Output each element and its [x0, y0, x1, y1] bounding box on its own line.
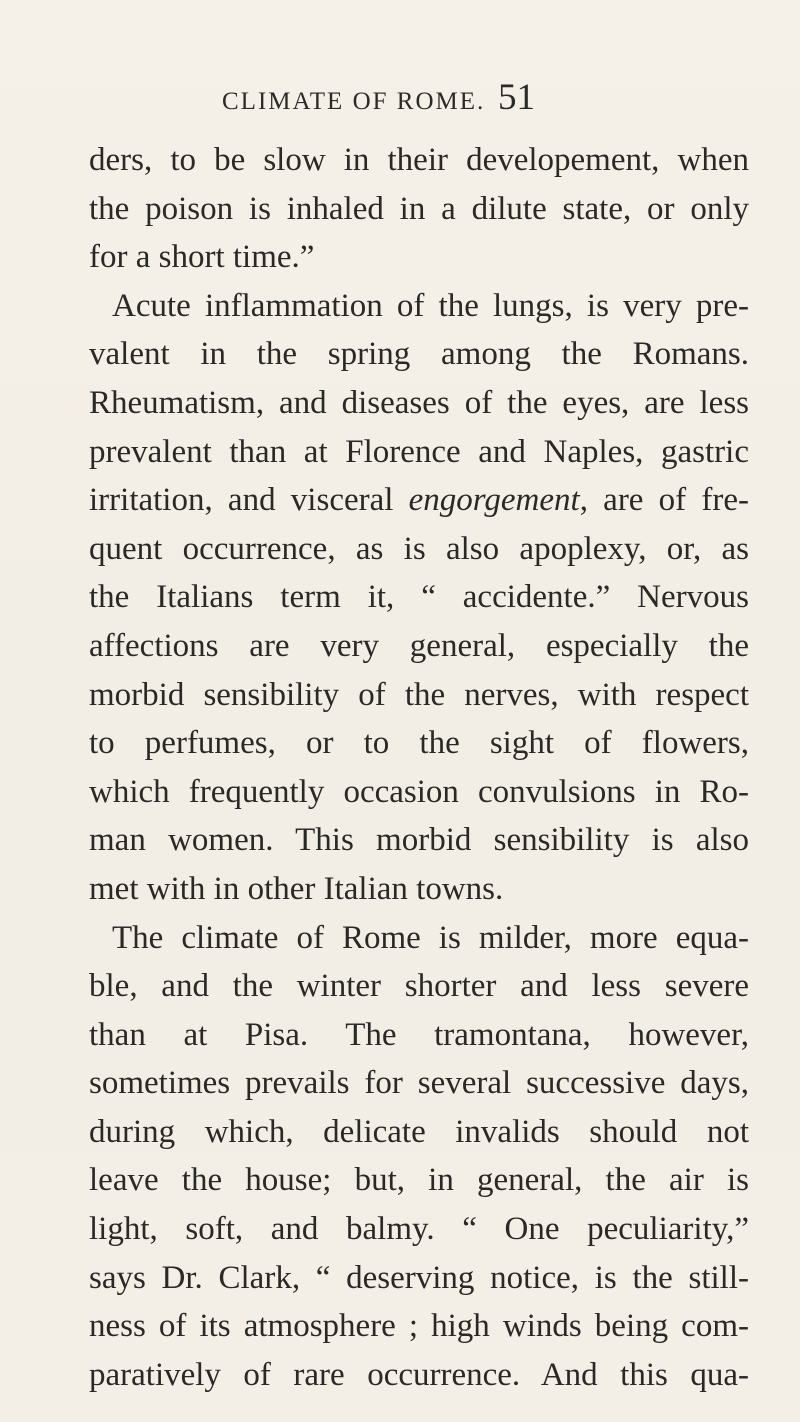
text-line: for a short time.” [89, 239, 315, 276]
text-line: sometimes prevails for several successive days, [89, 1065, 749, 1102]
text-segment: irritation, and visceral [89, 482, 394, 519]
text-line: Acute inflammation of the lungs, is very pre- [112, 287, 749, 324]
text-line: says Dr. Clark, “ deserving notice, is the still- [89, 1259, 749, 1296]
text-line: met with in other Italian towns. [89, 870, 504, 907]
text-line: the Italians term it, “ accidente.” Nervous [89, 579, 749, 616]
text-line: The climate of Rome is milder, more equa- [112, 919, 749, 956]
running-title: CLIMATE OF ROME. [222, 88, 486, 115]
text-line: affections are very general, especially the [89, 627, 749, 664]
body-text [89, 136, 749, 1399]
text-line: morbid sensibility of the nerves, with respect [89, 676, 749, 713]
text-line: quent occurrence, as is also apoplexy, or, as [89, 530, 749, 567]
text-line: ders, to be slow in their developement, when [89, 142, 749, 178]
text-line: paratively of rare occurrence. And this qua- [89, 1356, 749, 1393]
italic-word: engorgement [408, 482, 580, 519]
text-line: light, soft, and balmy. “ One peculiarity,” [89, 1211, 749, 1248]
text-line: ble, and the winter shorter and less severe [89, 968, 749, 1005]
text-line: ness of its atmosphere ; high winds being com- [89, 1308, 749, 1345]
text-line: to perfumes, or to the sight of flowers, [89, 725, 749, 762]
text-line: valent in the spring among the Romans. [89, 336, 749, 373]
page-number: 51 [498, 77, 535, 118]
text-line [89, 476, 749, 525]
text-segment: , are of fre- [579, 482, 749, 519]
running-header [0, 70, 800, 118]
text-line: which frequently occasion convulsions in Ro- [89, 773, 749, 810]
text-line: leave the house; but, in general, the air is [89, 1162, 749, 1199]
text-line: prevalent than at Florence and Naples, gastric [89, 433, 749, 470]
text-line: the poison is inhaled in a dilute state, or only [89, 190, 749, 227]
text-line: Rheumatism, and diseases of the eyes, are less [89, 384, 749, 421]
text-line: man women. This morbid sensibility is also [89, 822, 749, 859]
text-line: than at Pisa. The tramontana, however, [89, 1016, 749, 1053]
text-line: during which, delicate invalids should not [89, 1113, 749, 1150]
